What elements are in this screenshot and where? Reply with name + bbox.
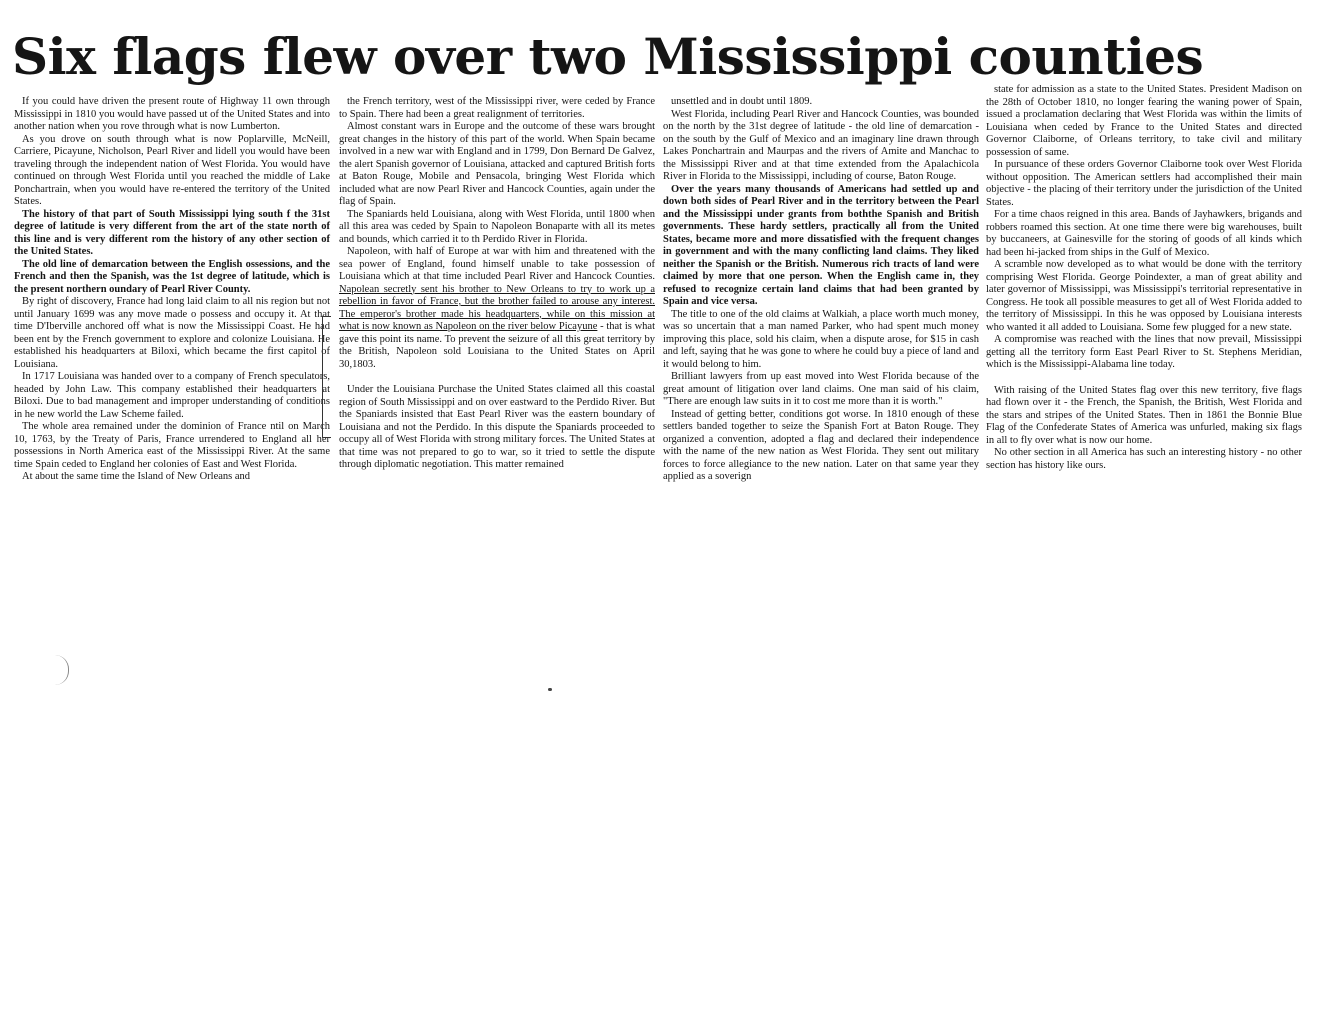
article-column-4 (986, 84, 1302, 472)
paragraph: unsettled and in doubt until 1809. (671, 96, 813, 107)
paragraph: Under the Louisiana Purchase the United States claimed all this coastal region of South Mississippi and on over eastward to the Perdido River. But the Spaniards insisted that East Pearl River was the eastern boundary of Louisiana and not the Perdido. In this dispute the Spaniards proceeded to occupy all of West Florida with strong military forces. The United States at that time was not prepared to go to war, so it tried to settle the dispute through diplomatic negotiation. This matter remained (339, 384, 655, 470)
paragraph: Instead of getting better, conditions got worse. In 1810 enough of these settlers banded together to seize the Spanish Fort at Baton Rouge. They organized a convention, adopted a flag and declared their independence with the name of the new nation as West Florida. They sent out military forces to force allegiance to the new nation. Later on that same year they applied as a soverign (663, 408, 979, 482)
paragraph: In pursuance of these orders Governor Claiborne took over West Florida without opposition. The American settlers had accomplished their main objective - the placing of their territory under the jurisdiction of the United States. (986, 159, 1302, 208)
paragraph: The history of that part of South Mississippi lying south f the 31st degree of latitude is very different from the art of the state north of this line and is very different rom the history of any other section of the United States. (14, 208, 330, 257)
paragraph: A scramble now developed as to what would be done with the territory comprising West Florida. George Poindexter, a man of great ability and later governor of Mississippi, was Mississippi's territorial representative in Congress. He took all possible measures to get all of West Florida added to the territory of Mississippi. In this he was opposed by Louisiana interests who wanted it all added to Louisiana. Some few plugged for a new state. (986, 259, 1302, 333)
paragraph-underlined: Napoleon, with half of Europe at war with him and threatened with the sea power of England, found himself unable to take possession of Louisiana which at that time included Pearl River and Hancock Counties. Napolean secretly sent his brother to New Orleans to try to work up a rebellion in favor of France, but the brother failed to arouse any interest. The emperor's brother made his headquarters, while on this mission at what is now known as Napoleon on the river below Picayune - that is what gave this point its name. To prevent the seizure of all this great territory by the British, Napoleon sold Louisiana to the United States on April 30,1803. (339, 246, 655, 370)
paragraph: Over the years many thousands of Americans had settled up and down both sides of Pearl River and in the territory between the Pearl and the Mississippi under grants from boththe Spanish and British governments. These hardy settlers, practically all from the United States, became more and more dissatisfied with the frequent changes in government and with the many conflicting land claims. They liked neither the Spanish or the British. Numerous rich tracts of land were claimed by more that one person. When the English came in, they refused to recognize certain land claims that had been granted by Spain and vice versa. (663, 183, 979, 307)
paragraph: No other section in all America has such an interesting history - no other section has history like ours. (986, 447, 1302, 471)
paragraph: By right of discovery, France had long laid claim to all nis region but not until January 1699 was any move made o possess and occupy it. At that time D'Iberville anchored off what is now the Mississippi Coast. He had been ent by the French government to explore and colonize Louisiana. He established his headquarters at Biloxi, which became the first capitol of Louisiana. (14, 296, 330, 370)
paragraph: The Spaniards held Louisiana, along with West Florida, until 1800 when all this area was ceded by Spain to Napoleon Bonaparte with all its metes and bounds, which carried it to th Perdido River in Florida. (339, 208, 655, 245)
paragraph: The old line of demarcation between the English ossessions, and the French and then the Spanish, was the 1st degree of latitude, which is the present northern oundary of Pearl River County. (14, 258, 330, 295)
article-column-1 (14, 96, 330, 484)
paragraph: For a time chaos reigned in this area. Bands of Jayhawkers, brigands and robbers roamed this section. At one time there were big warehouses, built by buccaneers, at Gainesville for the storing of goods of all kinds which had been hi-jacked from ships in the Gulf of Mexico. (986, 209, 1302, 258)
paragraph: A compromise was reached with the lines that now prevail, Mississippi getting all the territory form East Pearl River to St. Stephens Meridian, which is the Mississippi-Alabama line today. (986, 334, 1302, 370)
paragraph: In 1717 Louisiana was handed over to a company of French speculators, headed by John Law. This company established their headquarters at Biloxi. Due to bad management and improper understanding of conditions in he new world the Law Scheme failed. (14, 371, 330, 420)
article-column-3 (663, 96, 979, 484)
scan-artifact (548, 688, 552, 691)
paragraph: West Florida, including Pearl River and Hancock Counties, was bounded on the north by the 31st degree of latitude - the old line of demarcation - on the south by the Gulf of Mexico and an imaginary line drawn through Lakes Ponchartrain and Maurpas and the rivers of Amite and Manchac to the Mississippi River and at that time extended from the Apalachicola River in Florida to the Mississippi, including of course, Baton Rouge. (663, 108, 979, 182)
paragraph: As you drove on south through what is now Poplarville, McNeill, Carriere, Picayune, Nicholson, Pearl River and lidell you would have been traveling through the independent nation of West Florida. You would have continued on through West Florida until you reached the middle of Lake Ponchartrain, when you would have re-entered the territory of the United States. (14, 133, 330, 207)
headline: Six flags flew over two Mississippi counties (12, 27, 1204, 86)
paragraph: The whole area remained under the dominion of France ntil on March 10, 1763, by the Treaty of Paris, France urrendered to England all her possessions in North America east of the Mississippi River. At the same time Spain ceded to England her colonies of East and West Florida. (14, 421, 330, 470)
paragraph: If you could have driven the present route of Highway 11 own through Mississippi in 1810 you would have passed ut of the United States and into another nation when you rove through what is now Lumberton. (14, 96, 330, 132)
paragraph: state for admission as a state to the United States. President Madison on the 28th of October 1810, no longer fearing the waning power of Spain, issued a proclamation declaring that West Florida was within the limits of Louisiana when ceded by France to the United States and directed Governor Claiborne, of Orleans territory, to take civil and military possession of same. (986, 84, 1302, 158)
paragraph: Almost constant wars in Europe and the outcome of these wars brought great changes in the history of this part of the world. When Spain became involved in a new war with England and in 1799, Don Bernard De Galvez, the alert Spanish governor of Louisiana, attacked and captured British forts at Baton Rouge, Mobile and Pensacola, bringing West Florida which included what are now Pearl River and Hancock Counties, again under the flag of Spain. (339, 121, 655, 207)
scan-artifact (54, 655, 69, 685)
article-column-2 (339, 96, 655, 472)
underlined-passage: Napolean secretly sent his brother to New Orleans to try to work up a rebellion in favor of France, but the brother failed to arouse any interest. The emperor's brother made his headquarters, while on this mission at what is now known as Napoleon on the river below Picayune (339, 283, 655, 332)
paragraph: With raising of the United States flag over this new territory, five flags had flown over it - the French, the Spanish, the British, West Florida and the stars and stripes of the United States. Then in 1861 the Bonnie Blue Flag of the Confederate States of America was unfurled, making six flags in all to fly over what is now our home. (986, 384, 1302, 446)
paragraph: The title to one of the old claims at Walkiah, a place worth much money, was so uncertain that a man named Parker, who had spent much money improving this place, sold his claim, when a dispute arose, for $15 in cash and left, saying that he was gone to where he could buy a piece of land and it would belong to him. (663, 308, 979, 370)
paragraph: the French territory, west of the Mississippi river, were ceded by France to Spain. There had been a great realignment of territories. (339, 96, 655, 120)
margin-bracket (322, 316, 331, 438)
paragraph: At about the same time the Island of New Orleans and (22, 471, 251, 482)
paragraph: Brilliant lawyers from up east moved into West Florida because of the great amount of litigation over land claims. One man said of his claim, "There are enough law suits in it to cost me more than it is worth." (663, 371, 979, 407)
